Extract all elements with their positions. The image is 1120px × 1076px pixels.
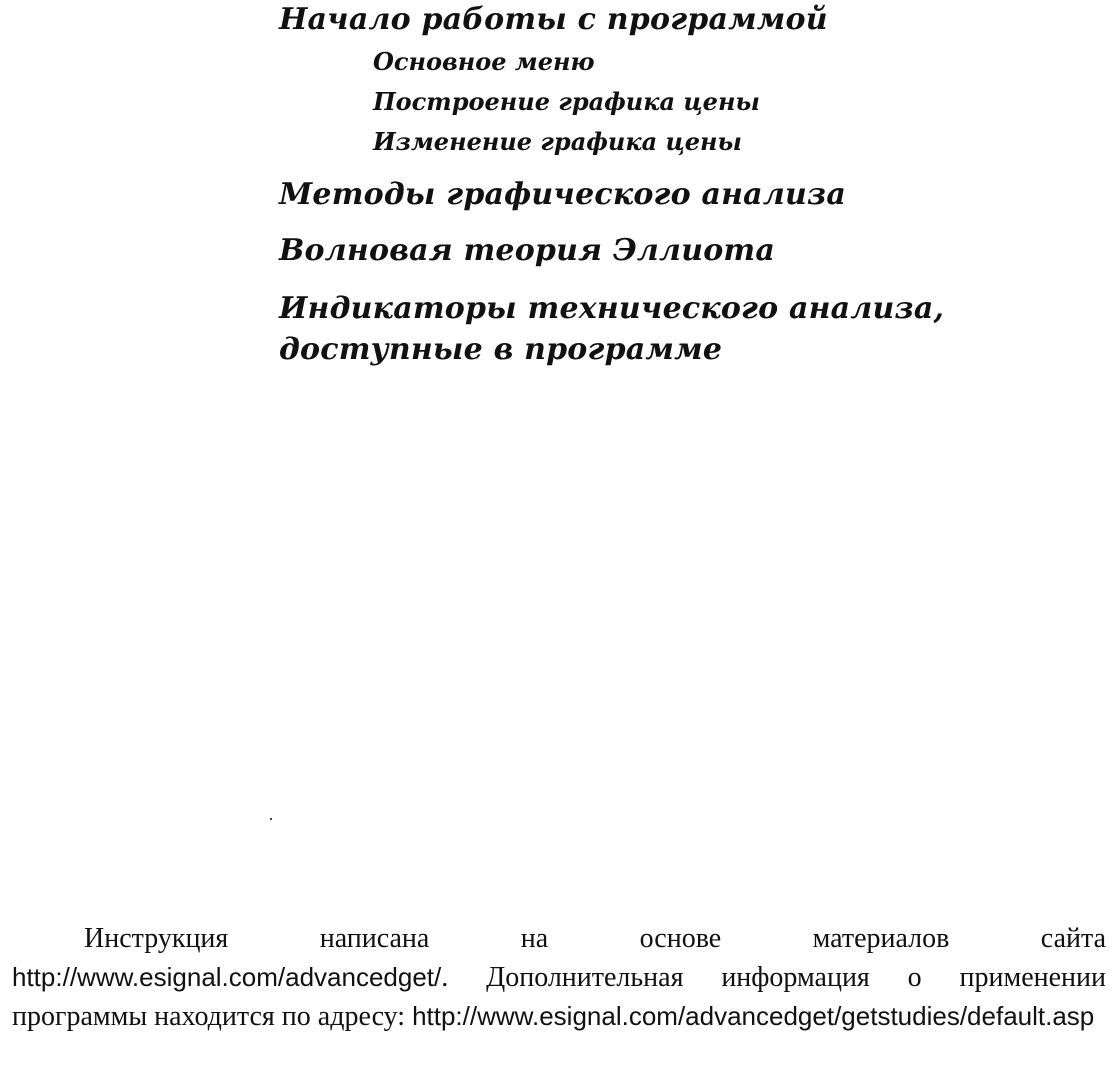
toc-section-graphical-analysis: Методы графического анализа [279,177,846,212]
toc-subsection-main-menu: Основное меню [373,47,595,76]
source-url-advancedget: http://www.esignal.com/advancedget/ [12,962,442,992]
toc-subsection-changing-price-chart: Изменение графика цены [373,127,742,156]
source-note-paragraph [12,920,1106,1036]
source-url-getstudies: http://www.esignal.com/advancedget/getstudies/default.asp [412,1001,1095,1031]
toc-section-indicators-line-2: доступные в программе [279,332,723,367]
toc-subsection-building-price-chart: Построение графика цены [373,87,760,116]
toc-section-indicators-line-1: Индикаторы технического анализа, [279,291,945,326]
source-note-text-2: . Дополнительная информация о применении программы находится по адресу: [12,962,1106,1032]
toc-section-getting-started: Начало работы с программой [279,2,828,37]
source-note-text-1: Инструкция написана на основе материалов сайта [84,923,1106,954]
stray-dot [270,818,272,820]
toc-section-elliott-wave: Волновая теория Эллиота [279,233,775,268]
